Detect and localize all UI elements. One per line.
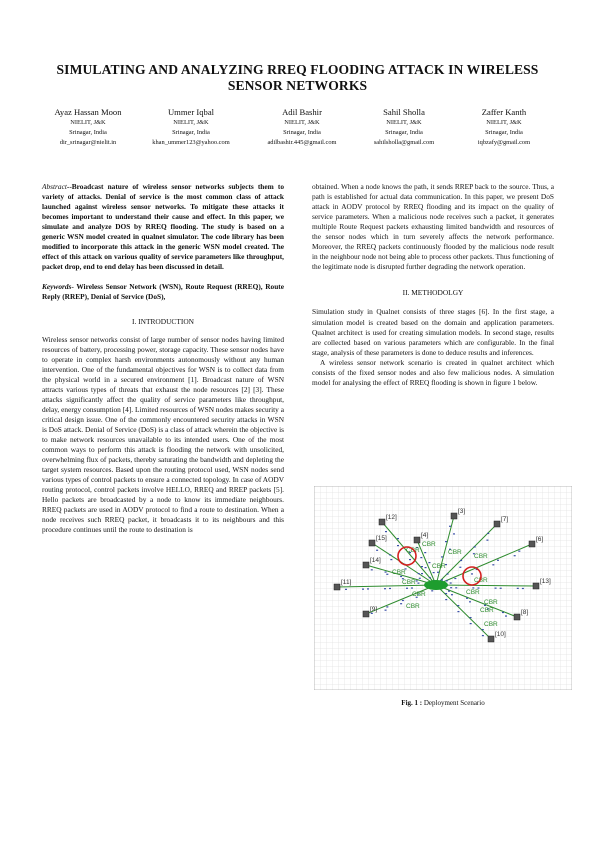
section-heading-methodology: II. METHODOLGY [402, 288, 464, 298]
packet-dot [522, 588, 524, 589]
packet-dot [518, 551, 520, 552]
packet-dot [454, 578, 456, 579]
author-name: Ummer Iqbal [167, 107, 215, 117]
packet-dot [445, 541, 447, 542]
abstract-text: --Broadcast nature of wireless sensor networks subjects them to variety of attacks. Denial of service is the most common class of attack launched against wireless sensor networks. To mitigate these attacks it becomes important to understand their cause and effect. In this paper, we simulate and analyze DOS by RREQ flooding. The study is based on a generic WSN model created in qualnet simulator. The code library has been modified to incorporate this attack in the generic WSN model created. The effect of this attack on various quality of service parameters like throughput, packet drop, end to end delay has been discussed in detail. [42, 182, 284, 272]
node-label: [7] [501, 516, 509, 523]
node-label: [9] [370, 606, 378, 613]
author-block-3 [244, 106, 360, 149]
packet-dot [482, 629, 484, 630]
author-block-2 [133, 106, 249, 149]
author-name: Sahil Sholla [383, 107, 425, 117]
author-affiliation: NIELIT, J&K [486, 119, 522, 126]
packet-dot [457, 611, 459, 612]
method-paragraph-2: A wireless sensor network scenario is created in qualnet architect which consists of the fixed sensor nodes and also few malicious nodes. A simulation model for analysing the effect of RREQ flooding is shown in figure 1 below. [312, 357, 554, 387]
author-location: Srinagar, India [172, 129, 210, 137]
packet-dot [416, 580, 418, 581]
author-location: Srinagar, India [385, 129, 423, 137]
packet-dot [397, 545, 399, 546]
author-email: iqbzafy@gmail.com [477, 139, 531, 147]
packet-dot [420, 557, 422, 558]
author-location: Srinagar, India [69, 129, 107, 137]
cbr-label: CBR [480, 607, 494, 614]
packet-dot [482, 635, 484, 636]
author-affiliation: NIELIT, J&K [70, 119, 106, 126]
packet-dot [495, 588, 497, 589]
figure-caption-text: Deployment Scenario [422, 699, 485, 707]
packet-dot [371, 569, 373, 570]
keywords-label: Keywords [42, 282, 72, 292]
packet-dot [502, 612, 504, 613]
packet-dot [514, 555, 516, 556]
cbr-label: CBR [422, 541, 436, 548]
packet-dot [402, 600, 404, 601]
author-affiliation: NIELIT, J&K [284, 119, 320, 126]
packet-dot [517, 588, 519, 589]
packet-dot [500, 588, 502, 589]
packet-dot [466, 598, 468, 599]
cbr-label: CBR [392, 569, 406, 576]
abstract [42, 182, 284, 272]
packet-dot [455, 587, 457, 588]
packet-dot [445, 599, 447, 600]
packet-dot [385, 571, 387, 572]
packet-dot [421, 566, 423, 567]
author-name: Zaffer Kanth [481, 107, 527, 117]
paper-title: SIMULATING AND ANALYZING RREQ FLOODING ATTACK IN WIRELESS SENSOR NETWORKS [56, 62, 539, 93]
sensor-node-icon [533, 583, 539, 589]
node-label: [6] [536, 536, 544, 543]
packet-dot [419, 578, 421, 579]
cbr-label: CBR [474, 577, 488, 584]
packet-dot [437, 572, 439, 573]
author-location: Srinagar, India [283, 129, 321, 137]
packet-dot [469, 601, 471, 602]
packet-dot [425, 567, 427, 568]
packet-dot [397, 538, 399, 539]
packet-dot [389, 554, 391, 555]
packet-dot [441, 556, 443, 557]
packet-dot [400, 576, 402, 577]
abstract-label: Abstract [42, 182, 67, 191]
figure-caption [314, 699, 572, 707]
author-location: Srinagar, India [485, 129, 523, 137]
right-paragraph-1: obtained. When a node knows the path, it sends RREP back to the source. Thus, a path is established for actual data communication. In this paper, we present DoS attack in AODV protocol by RREQ flooding and its impact on the quality of service parameters. When a malicious node receives such a packet, it generates multiple Route Request packets exhausting limited bandwidth and resources of the sensor nodes which in turn severely affects the network performance. Moreover, the RREQ packets continuously flooded by the malicious node result in the neighbour node not being able to process other packets. Thus functioning of the legitimate node is disrupted further degrading the network operation. [312, 182, 554, 272]
node-label: [3] [458, 508, 466, 515]
packet-dot [451, 594, 453, 595]
packet-dot [449, 526, 451, 527]
packet-dot [497, 560, 499, 561]
packet-dot [362, 589, 364, 590]
packet-dot [433, 572, 435, 573]
packet-dot [384, 588, 386, 589]
author-email: sahilsholla@gmail.com [373, 139, 435, 147]
sensor-node-icon [369, 540, 375, 546]
node-label: [12] [386, 514, 397, 521]
sensor-node-icon [414, 537, 420, 543]
sensor-node-icon [363, 611, 369, 617]
cbr-label: CBR [466, 589, 480, 596]
sensor-node-icon [379, 519, 385, 525]
packet-dot [376, 550, 378, 551]
packet-dot [453, 533, 455, 534]
packet-dot [457, 605, 459, 606]
packet-dot [389, 588, 391, 589]
sensor-node-icon [514, 614, 520, 620]
figure-caption-label: Fig. 1 : [401, 699, 423, 707]
packet-dot [428, 562, 430, 563]
packet-dot [411, 587, 413, 588]
deployment-scenario-figure [314, 486, 572, 690]
author-name: Ayaz Hassan Moon [54, 107, 122, 117]
method-paragraph-1: Simulation study in Qualnet consists of three stages [6]. In the first stage, a simulation model is created based on the domain and application parameters. Qualnet architect is used for creating simulation models. In second stage, results are collected based on various parameters which are configurable. In the final stage, analysis of these parameters is done to deduce results and inferences. [312, 307, 554, 357]
author-email: khan_ummer123@yahoo.com [152, 139, 230, 147]
packet-dot [460, 560, 462, 561]
sensor-node-icon [494, 521, 500, 527]
author-block-1 [30, 106, 146, 149]
packet-dot [424, 552, 426, 553]
packet-dot [418, 573, 420, 574]
cbr-label: CBR [484, 599, 498, 606]
packet-dot [367, 588, 369, 589]
node-label: [11] [341, 579, 352, 586]
packet-dot [386, 574, 388, 575]
sensor-node-icon [451, 513, 457, 519]
hub-node [424, 580, 448, 590]
cbr-label: CBR [406, 603, 420, 610]
author-email: dir_srinagar@nielit.in [59, 139, 117, 147]
packet-dot [445, 593, 447, 594]
author-block-4 [346, 106, 462, 149]
node-label: [15] [376, 535, 387, 542]
packet-dot [429, 577, 431, 578]
node-label: [8] [521, 609, 529, 616]
packet-dot [431, 590, 433, 591]
node-label: [14] [370, 557, 381, 564]
sensor-node-icon [363, 562, 369, 568]
cbr-label: CBR [406, 547, 420, 554]
sensor-node-icon [529, 541, 535, 547]
packet-dot [470, 617, 472, 618]
packet-dot [474, 546, 476, 547]
packet-dot [406, 588, 408, 589]
author-affiliation: NIELIT, J&K [173, 119, 209, 126]
author-affiliation: NIELIT, J&K [386, 119, 422, 126]
packet-dot [471, 573, 473, 574]
node-label: [10] [495, 631, 506, 638]
right-column [312, 182, 554, 388]
node-label: [13] [540, 578, 551, 585]
packet-dot [390, 559, 392, 560]
cbr-label: CBR [402, 579, 416, 586]
packet-dot [421, 573, 423, 574]
packet-dot [448, 591, 450, 592]
cbr-label: CBR [432, 563, 446, 570]
packet-dot [486, 540, 488, 541]
packet-dot [409, 559, 411, 560]
packet-dot [459, 567, 461, 568]
packet-dot [385, 610, 387, 611]
section-heading-introduction: I. INTRODUCTION [132, 316, 194, 326]
packet-dot [470, 623, 472, 624]
sensor-node-icon [334, 584, 340, 590]
sensor-node-icon [488, 636, 494, 642]
packet-dot [345, 589, 347, 590]
packet-dot [492, 564, 494, 565]
packet-dot [385, 531, 387, 532]
packet-dot [447, 573, 449, 574]
cbr-label: CBR [448, 549, 462, 556]
cbr-label: CBR [484, 621, 498, 628]
packet-dot [386, 606, 388, 607]
left-column [42, 182, 284, 536]
intro-paragraph: Wireless sensor networks consist of large number of sensor nodes having limited resources of battery, processing power, storage capacity. These sensor nodes have to operate in complex harsh environments autonomously without any human intervention. One of the fundamental objectives for WSN is to collect data from the physical world in a secured environment [1]. Broadcast nature of WSN attracts various types of threats that exhaust the node resources [2] [3]. These attacks significantly affect the quality of service parameters like throughput, delay, energy consumption [4]. Limited resources of WSN nodes makes security a critical design issue. One of the commonly encountered security attacks in WSN is DoS attack. Denial of Service (DoS) is a class of attack wherein the objective is to make network resources unavailable to its intended users. One of the most common ways to perform this attack is flooding the network with unsolicited, overwhelming flux of packets, thereby saturating the bandwidth and depleting the target system resources. Based upon the routing protocol used, WSN nodes send various types of control packets to ensure a connected topology. In case of AODV routing protocol, control packets involve HELLO, RREQ and RREP packets [5]. Hello packets are broadcasted by a node to know its immediate neighbours. RREQ packets are used in AODV protocol to find a route to destination. When a node receives such RREQ packet, it broadcasts it to its neighbours and this procedure continues until the route to destination is [42, 334, 284, 535]
author-block-5 [446, 106, 562, 149]
packet-dot [446, 580, 448, 581]
cbr-label: CBR [412, 591, 426, 598]
author-email: adilbashir.445@gmail.com [267, 139, 337, 147]
packet-dot [400, 603, 402, 604]
packet-dot [450, 587, 452, 588]
node-label: [4] [421, 532, 429, 539]
packet-dot [450, 582, 452, 583]
cbr-label: CBR [474, 553, 488, 560]
packet-dot [505, 615, 507, 616]
author-name: Adil Bashir [282, 107, 322, 117]
packet-dot [487, 533, 489, 534]
packet-dot [417, 583, 419, 584]
keywords [42, 282, 284, 302]
packet-dot [441, 579, 443, 580]
keywords-text: - Wireless Sensor Network (WSN), Route Request (RREQ), Route Reply (RREP), Denial of Service (DoS), [42, 282, 284, 302]
